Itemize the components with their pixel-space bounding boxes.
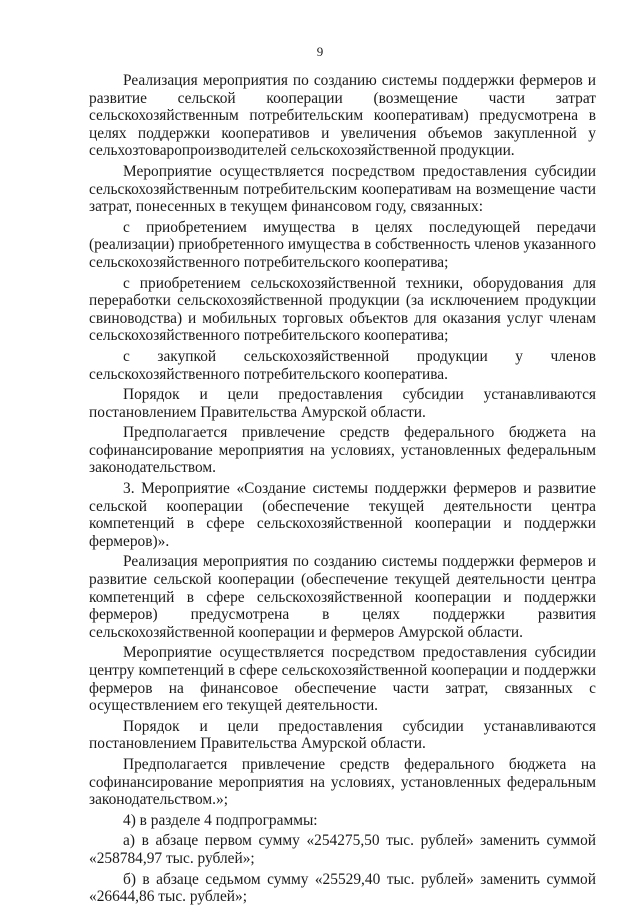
paragraph-procedure-1: Порядок и цели предоставления субсидии устанавливаются постановлением Правительства Амурской области. xyxy=(89,386,596,421)
paragraph-federal-funding-2: Предполагается привлечение средств федерального бюджета на софинансирование мероприятия на условиях, установленных федеральным законодательством.»; xyxy=(89,755,596,809)
paragraph-implementation-competence-center: Реализация мероприятия по созданию системы поддержки фермеров и развитие сельской кооперации (обеспечение текущей деятельности центра компетенций в сфере сельскохозяйственной кооперации и поддержки фермеров) предусмотрена в целях поддержки развития сельскохозяйственной кооперации и фермеров Амурской области. xyxy=(89,553,596,641)
document-body xyxy=(89,72,596,909)
list-item-property-acquisition: с приобретением имущества в целях последующей передачи (реализации) приобретенного имущества в собственность членов указанного сельскохозяйственного потребительского кооператива; xyxy=(89,218,596,271)
paragraph-procedure-2: Порядок и цели предоставления субсидии устанавливаются постановлением Правительства Амурской области. xyxy=(89,717,596,753)
amendment-item-a: а) в абзаце первом сумму «254275,50 тыс. рублей» заменить суммой «258784,97 тыс. рублей»; xyxy=(89,832,596,867)
amendment-item-b: б) в абзаце седьмом сумму «25529,40 тыс. рублей» заменить суммой «26644,86 тыс. рублей»; xyxy=(89,870,596,906)
paragraph-subsidy-cooperatives: Мероприятие осуществляется посредством предоставления субсидии сельскохозяйственным потребительским кооперативам на возмещение части затрат, понесенных в текущем финансовом году, связанных: xyxy=(89,162,596,216)
paragraph-federal-funding-1: Предполагается привлечение средств федерального бюджета на софинансирование мероприятия на условиях, установленных федеральным законодательством. xyxy=(89,424,596,477)
page-number: 9 xyxy=(316,44,324,59)
amendment-section-4: 4) в разделе 4 подпрограммы: xyxy=(123,811,318,829)
paragraph-subsidy-competence-center: Мероприятие осуществляется посредством предоставления субсидии центру компетенций в сфере сельскохозяйственной кооперации и поддержки фермеров на финансовое обеспечение части затрат, связанных с осуществлением его текущей деятельности. xyxy=(89,644,596,715)
list-item-product-purchase: с закупкой сельскохозяйственной продукции у членов сельскохозяйственного потребительского кооператива. xyxy=(89,347,596,383)
paragraph-implementation-cooperatives: Реализация мероприятия по созданию системы поддержки фермеров и развитие сельской кооперации (возмещение части затрат сельскохозяйственным потребительским кооперативам) предусмотрена в целях поддержки кооперативов и увеличения объемов закупленной у сельхозтоваропроизводителей сельскохозяйственной продукции. xyxy=(89,72,596,160)
heading-measure-3: 3. Мероприятие «Создание системы поддержки фермеров и развитие сельской кооперации (обеспечение текущей деятельности центра компетенций в сфере сельскохозяйственной кооперации и поддержки фермеров)». xyxy=(89,480,596,550)
list-item-equipment-acquisition: с приобретением сельскохозяйственной техники, оборудования для переработки сельскохозяйственной продукции (за исключением продукции свиноводства) и мобильных торговых объектов для оказания услуг членам сельскохозяйственного потребительского кооператива; xyxy=(89,274,596,345)
